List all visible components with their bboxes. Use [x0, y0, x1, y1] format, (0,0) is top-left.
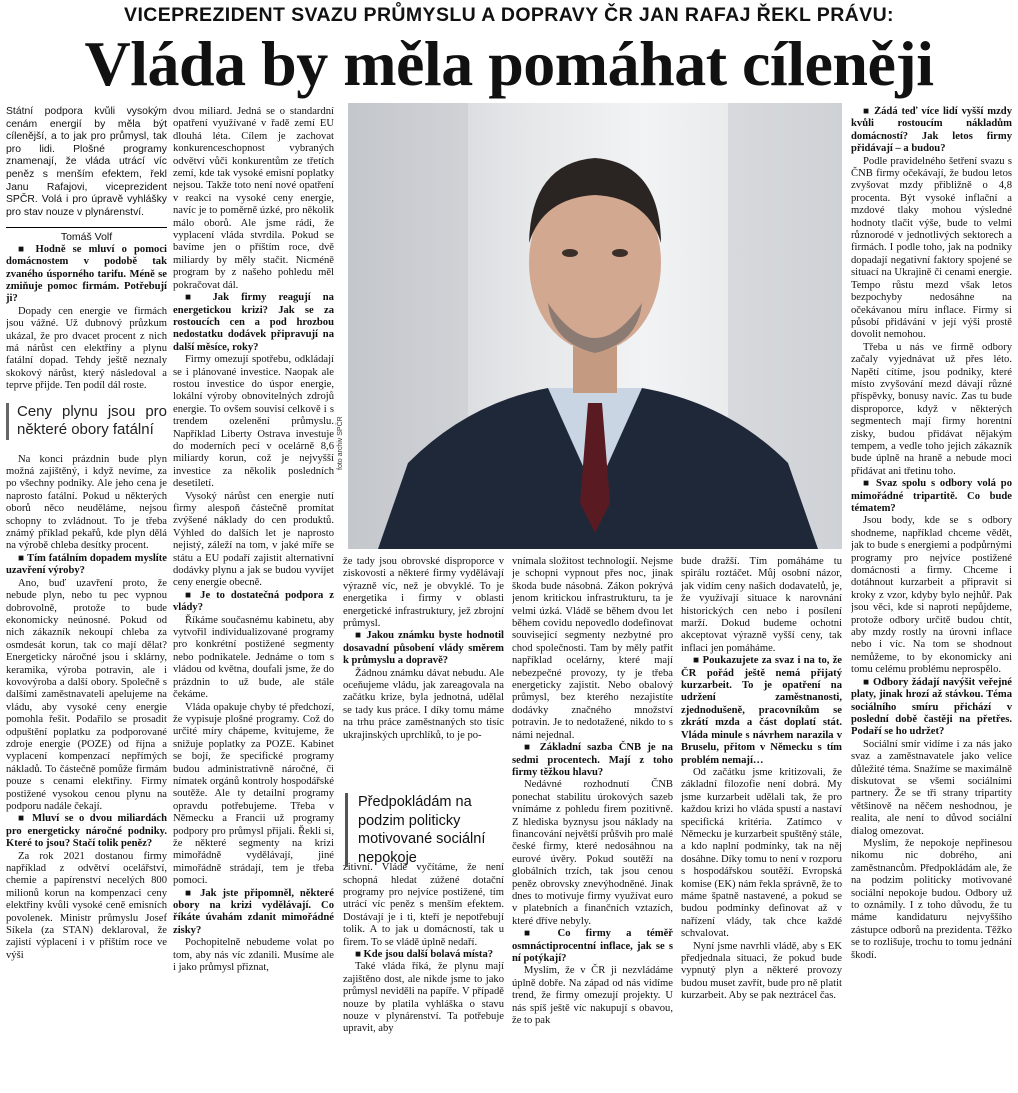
answer-paragraph: bude dražší. Tím pomáháme tu spirálu roztáčet. Můj osobní názor, jak vidím ceny našich dodavatelů, je, že využívají situace k narovnání historických cen nebo i posílení marží. Dokud budeme ochotni akceptovat výrazně vyšší ceny, tak inflaci jen pomáháme. [681, 556, 842, 654]
question-paragraph: ■ Mluví se o dvou miliardách pro energeticky náročné podniky. Které to jsou? Stačí tolik peněz? [6, 813, 167, 850]
column-4 [512, 556, 673, 1088]
answer-paragraph: Třeba u nás ve firmě odbory začaly vyjednávat už přes léto. Napětí cítíme, jsou podniky, které místo zvyšování mezd dávají různé příspěvky, bonusy navíc. Zas tu bude disproporce, když v některých segmentech mají firmy horentní zisky, budou přidávat nějakým tempem, a vedle toho jejich zákazník bude úplně na hraně a nebude moci přidávat ani třetinu toho. [851, 341, 1012, 477]
answer-paragraph: dvou miliard. Jedná se o standardní opatření využívané v řadě zemí EU dlouhá léta. Cílem je zachovat konkurenceschopnost vybraných odvětví vůči konkurentům ze třetích zemí, kde tak vysoké emisní poplatky nejsou. Takže toto není nové opatření v reakci na vysoké ceny energie, navíc je to poměrně úzké, pro několik málo oborů. Ale jsme rádi, že vyplacení vláda stvrdila. Pokud se bavíme jen o příštím roce, dvě miliardy by měly stačit. Nicméně program by z našeho pohledu měl pokračovat dál. [173, 106, 334, 291]
answer-paragraph: Sociální smír vidíme i za nás jako svaz a zaměstnavatele jako velice důležité téma. Snažíme se maximálně diskutovat se všemi sociálními partnery. Že se tři strany tripartity většinově na něčem neshodnou, je realita, ale není to důvod sociální dialog omezovat. [851, 738, 1012, 837]
answer-paragraph: Nyní jsme navrhli vládě, aby s EK předjednala situaci, že pokud bude vypnutý plyn a některé provozy budou muset zavřít, bude pro ně platit kurzarbeit. Aby se pak neztrácel čas. [681, 940, 842, 1002]
question-paragraph: ■ Svaz spolu s odbory volá po mimořádné tripartitě. Co bude tématem? [851, 478, 1012, 515]
column-1 [6, 106, 167, 1088]
answer-paragraph: Firmy omezují spotřebu, odkládají se i plánované investice. Naopak ale rostou investice do úspor energie, lokální výroby obnovitelných zdrojů energie. To ovšem souvisí celkově i s trendem ozelenění průmyslu. Například Liberty Ostrava investuje do moderních pecí v ocelárně 8,6 miliardy korun, což je nejvyšší investice za několik posledních desetiletí. [173, 354, 334, 490]
headline: Vláda by měla pomáhat cíleněji [84, 28, 934, 99]
answer-paragraph: Žádnou známku dávat nebudu. Ale oceňujeme vládu, jak zareagovala na začátku krize, byla jednotná, udělal se tady kus práce. I díky tomu máme na trhu práce zaměstnaných sto tisíc ukrajinských uprchlíků, to je po- [343, 667, 504, 741]
answer-paragraph: Nedávné rozhodnutí ČNB ponechat stabilitu úrokových sazeb vnímáme z pohledu firem pozitivně. Z hlediska byznysu jsou náklady na financování největší průšvih pro malé české firmy, které nedosáhnou na eurové úvěry. Pokud soutěží na globálních trzích, tak jsou cenou peněz obrovsky znevýhodněné. Jinak dnes to motivuje firmy využívat euro v platebních a finančních vztazích, které dříve nebyly. [512, 779, 673, 927]
answer-paragraph: vnímala složitost technologií. Nejsme je schopni vypnout přes noc, jinak škoda bude násobná. Zákon pokrývá jenom kritickou infrastrukturu, ta je velmi úzká. Vládě se během dvou let během covidu nepovedlo dodefinovat souvisejicí segmenty nezbytné pro chod společnosti. Tam by měly patřit například ocelárny, které mají nebezpečné provozy, ty je třeba energeticky zajistit. Nebo obalový průmysl, bez kterého nezajistíte dodávky značného množství potravin. Je to nedotažené, nikdo to s námi nejednal. [512, 556, 673, 741]
answer-paragraph: Vláda opakuje chyby té předchozí, že vypisuje plošné programy. Což do určité míry chápeme, kvitujeme, že snižuje poplatky za POZE. Kabinet se bojí, že specifické programy budou administrativně náročné, či nímatek orgánů kontroly hospodářské soutěže. Ale ty detailní programy opravdu potřebujeme. Třeba v Německu a Francii už programy podpory pro průmysl přijali. Řekli si, že některé segmenty na krizi mimořádně vydělávají, jiné mimořádně strádají, tem je třeba pomoci. [173, 701, 334, 887]
answer-paragraph: Za rok 2021 dostanou firmy například z odvětví ocelářství, chemie a papírenství necelých 800 milionů korun na kompenzaci ceny elektřiny kvůli vysoké ceně emisních povolenek. Ministr průmyslu Josef Síkela (za STAN) deklaroval, že zajistí výplacení i v příštím roce ve výši [6, 850, 167, 961]
column-5 [681, 556, 842, 1088]
pullquote: Ceny plynu jsou pro některé obory fatální [6, 403, 167, 440]
answer-paragraph: že tady jsou obrovské disproporce v ziskovosti a některé firmy vydělávají výrazně víc, než je obvyklé. To je energetika i firmy v oblasti energetické infrastruktury, jež zbrojní průmysl. [343, 556, 504, 630]
question-paragraph: ■ Jakou známku byste hodnotil dosavadní působení vlády směrem k průmyslu a dopravě? [343, 630, 504, 667]
question-paragraph: ■ Odbory žádají navýšit veřejné platy, jinak hrozí až stávkou. Téma sociálního smíru přichází v poslední době častěji na přetřes. Podaří se ho udržet? [851, 677, 1012, 739]
column-1-text-continued [6, 454, 167, 963]
answer-paragraph: Na konci prázdnin bude plyn možná zajištěný, i když nevíme, za po všechny podniky. Ale jeho cena je naprosto fatální. Pokud u některých oborů něco neuděláme, nejsou schopny to zvládnout. To je třeba známý příklad pekařů, kde plyn dělá na výrobě chleba desítky procent. [6, 453, 167, 552]
answer-paragraph: Dopady cen energie ve firmách jsou vážné. Už dubnový průzkum ukázal, že pro dvacet procent z nich má nárůst cen elektřiny a plynu fatální dopad. Tehdy ještě neznaly skokový nárůst, který následoval a teprve přijde. Ten podíl dál roste. [6, 305, 167, 392]
column-2 [173, 106, 334, 1088]
answer-paragraph: Ano, buď uzavření proto, že nebude plyn, nebo tu pec vypnou dobrovolně, protože to bude ekonomicky neúnosné. Pokud od nich zákazník nekoupí chleba za osmdesát korun, tak co mají dělat? Energeticky náročné jsou i sklárny, keramika, výroba potravin, ale i kovovýroba a další obory. Společně s dalšími zaměstnavateli apelujeme na vládu, aby vysoké ceny energie pomohla řešit. Podařilo se prosadit odpuštění poplatku za podporované zdroje energie (POZE) od října a vyplacení kompenzací nepřímých nákladů. To částečně pomůže firmám pouze s cenami elektřiny. Firmy postižené vysokou cenou plynu na podporu nadále čekají. [6, 577, 167, 812]
answer-paragraph: Myslím, že nepokoje nepřinesou nikomu nic dobrého, ani zaměstnancům. Předpokládám ale, že na podzim politicky motivované sociální nepokoje budou. Odbory už to oznámily. I z toho důvodu, že tu máme kandidaturu nejvyššího zástupce odborů na prezidenta. Těžko se to rozlišuje, trochu to tomu jednání škodí. [851, 837, 1012, 961]
question-paragraph: ■ Co firmy a téměř osmnáctiprocentní inflace, jak se s ní potýkají? [512, 928, 673, 965]
question-paragraph: ■ Poukazujete za svaz i na to, že ČR pořád ještě nemá přijatý kurzarbeit. To je opatření na udržení zaměstnanosti, zjednodušeně, pracovníkům se zkrátí mzda a část doplatí stát. Vláda minule s návrhem narazila v Bruselu, přitom v Německu s tím problém nemají… [681, 655, 842, 767]
column-1-text [6, 244, 167, 393]
question-paragraph: ■ Tím fatálním dopadem myslíte uzavření výroby? [6, 553, 167, 578]
answer-paragraph: Podle pravidelného šetření svazu s ČNB firmy očekávají, že budou letos zvyšovat mzdy přibližně o 4,8 procenta. Být vysoké inflační a mzdové tlaky mohou výsledné hodnoty tlačit výše, bude to velmi různorodé v jednotlivých sektorech a firmách. I podle toho, jak na podniky dopadají negativní faktory spojené se situací na Ukrajině či cenami energie. Tempo růstu mezd však letos bezpochyby nedosáhne na očekávanou míru inflace. Firmy si působí přidávání v její výši prostě dovolit nemohou. [851, 155, 1012, 341]
lead-paragraph: Státní podpora kvůli vysokým cenám energií by měla být cílenější, a to jak pro průmysl, tak pro lidi. Plošné programy znamenají, že vláda utrácí víc peněz s menším efektem, řekl Janu Rafajovi, viceprezident SPČR. Volá i pro úpravě vyhlášky pro stav nouze v plynárenství. [6, 106, 167, 218]
question-paragraph: ■ Je to dostatečná podpora z vlády? [173, 590, 334, 615]
pullquote-2: Předpokládám na podzim politicky motivované sociální nepokoje [345, 793, 516, 867]
answer-paragraph: Jsou body, kde se s odbory shodneme, například chceme vědět, jak to bude s energiemi a podpůrnými programy pro nejvíce postižené domácnosti a firmy. Chceme i dotáhnout kurzarbeit a připravit si kroky z vzor, kdyby bylo nejhůř. Pak jsou věci, kde si naproti nepůjdeme, protože odbory určitě budou chtít, aby mzdy rostly na úrovni inflace nebo i víc. Na tom se shodnout nemůžeme, to by ekonomicky ani tomu celému problému neprospělo. [851, 515, 1012, 676]
answer-paragraph: Pochopitelně nebudeme volat po tom, aby nás víc zdanili. Musíme ale i jako průmysl přiznat, [173, 937, 334, 974]
answer-paragraph: Také vláda říká, že plynu mají zajištěno dost, ale nikde jsme to jako průmysl neviděli na papíře. V případě nouze by platila vyhláška o stavu nouze v plynárenství. Ta potřebuje upravit, aby [343, 961, 504, 1035]
question-paragraph: ■ Základní sazba ČNB je na sedmi procentech. Mají z toho firmy těžkou hlavu? [512, 742, 673, 779]
author-byline: Tomáš Volf [6, 227, 167, 243]
portrait-photo [348, 103, 842, 549]
question-paragraph: ■ Jak jste připomněl, některé obory na krizi vydělávají. Co říkáte úvahám zdanit mimořádné zisky? [173, 888, 334, 938]
kicker: VICEPREZIDENT SVAZU PRŮMYSLU A DOPRAVY ČR JAN RAFAJ ŘEKL PRÁVU: [124, 4, 894, 26]
portrait-illustration [348, 103, 842, 549]
question-paragraph: ■ Žádá teď více lidí vyšší mzdy kvůli rostoucím nákladům domácností? Jak letos firmy přidávají – a budou? [851, 106, 1012, 156]
answer-paragraph: zitivní. Vládě vyčítáme, že není schopná hledat zúžené dotační programy pro nejvíce postižené, tím utrácí víc peněz s menším efektem. Dostávají je i ti, kteří je nepotřebují tolik. A to jak u domácností, tak u firem. To se vládě úplně nedaří. [343, 862, 504, 948]
column-6 [851, 106, 1012, 1088]
question-paragraph: ■ Jak firmy reagují na energetickou krizi? Jak se za rostoucích cen a pod hrozbou nedostatku dodávek připravují na další měsíce, roky? [173, 292, 334, 354]
column-3-text-continued [343, 862, 504, 1036]
answer-paragraph: Myslím, že v ČR ji nezvládáme úplně dobře. Na západ od nás vidíme trend, že firmy omezují projekty. U nás spíš ještě víc nakupují s obavou, že to pak [512, 965, 673, 1027]
answer-paragraph: Od začátku jsme kritizovali, že základní filozofie není dobrá. My jsme kurzarbeit udělali tak, že pro každou krizi ho vláda spustí a nastaví specifická kritéria. Zatímco v Německu je kurzarbeit spuštěný stále, a kdo naplní podmínky, tak na něj dosáhne. Díky tomu to není v rozporu s hospodářskou soutěží. Evropská komise (EK) nám řekla správně, že to máme špatně nastavené, a pokud se budou podmínky definovat až v nařízení vlády, tak chce každé schvalovat. [681, 766, 842, 940]
answer-paragraph: Říkáme současnému kabinetu, aby vytvořil individualizované programy pro konkrétní postižené segmenty nebo podnikatele. Jednáme o tom s vládou od května, doufali jsme, že do prázdnin to už bude, ale stále čekáme. [173, 614, 334, 701]
column-3-text [343, 556, 504, 742]
photo-credit: foto archiv SPČR [337, 416, 344, 470]
question-paragraph: ■ Kde jsou další bolavá místa? [343, 949, 504, 961]
answer-paragraph: Vysoký nárůst cen energie nutí firmy alespoň částečně promítat zvýšené náklady do cen produktů. Výhled do dalších let je naprosto nejistý, záleží na tom, v jaké míře se státu a EU podaří zajistit alternativní dodávky plynu a jak se budou vyvíjet ceny energie obecně. [173, 490, 334, 589]
question-paragraph: ■ Hodně se mluví o pomoci domácnostem v podobě tak zvaného úsporného tarifu. Méně se zmiňuje pomoc firmám. Potřebují ji? [6, 244, 167, 306]
